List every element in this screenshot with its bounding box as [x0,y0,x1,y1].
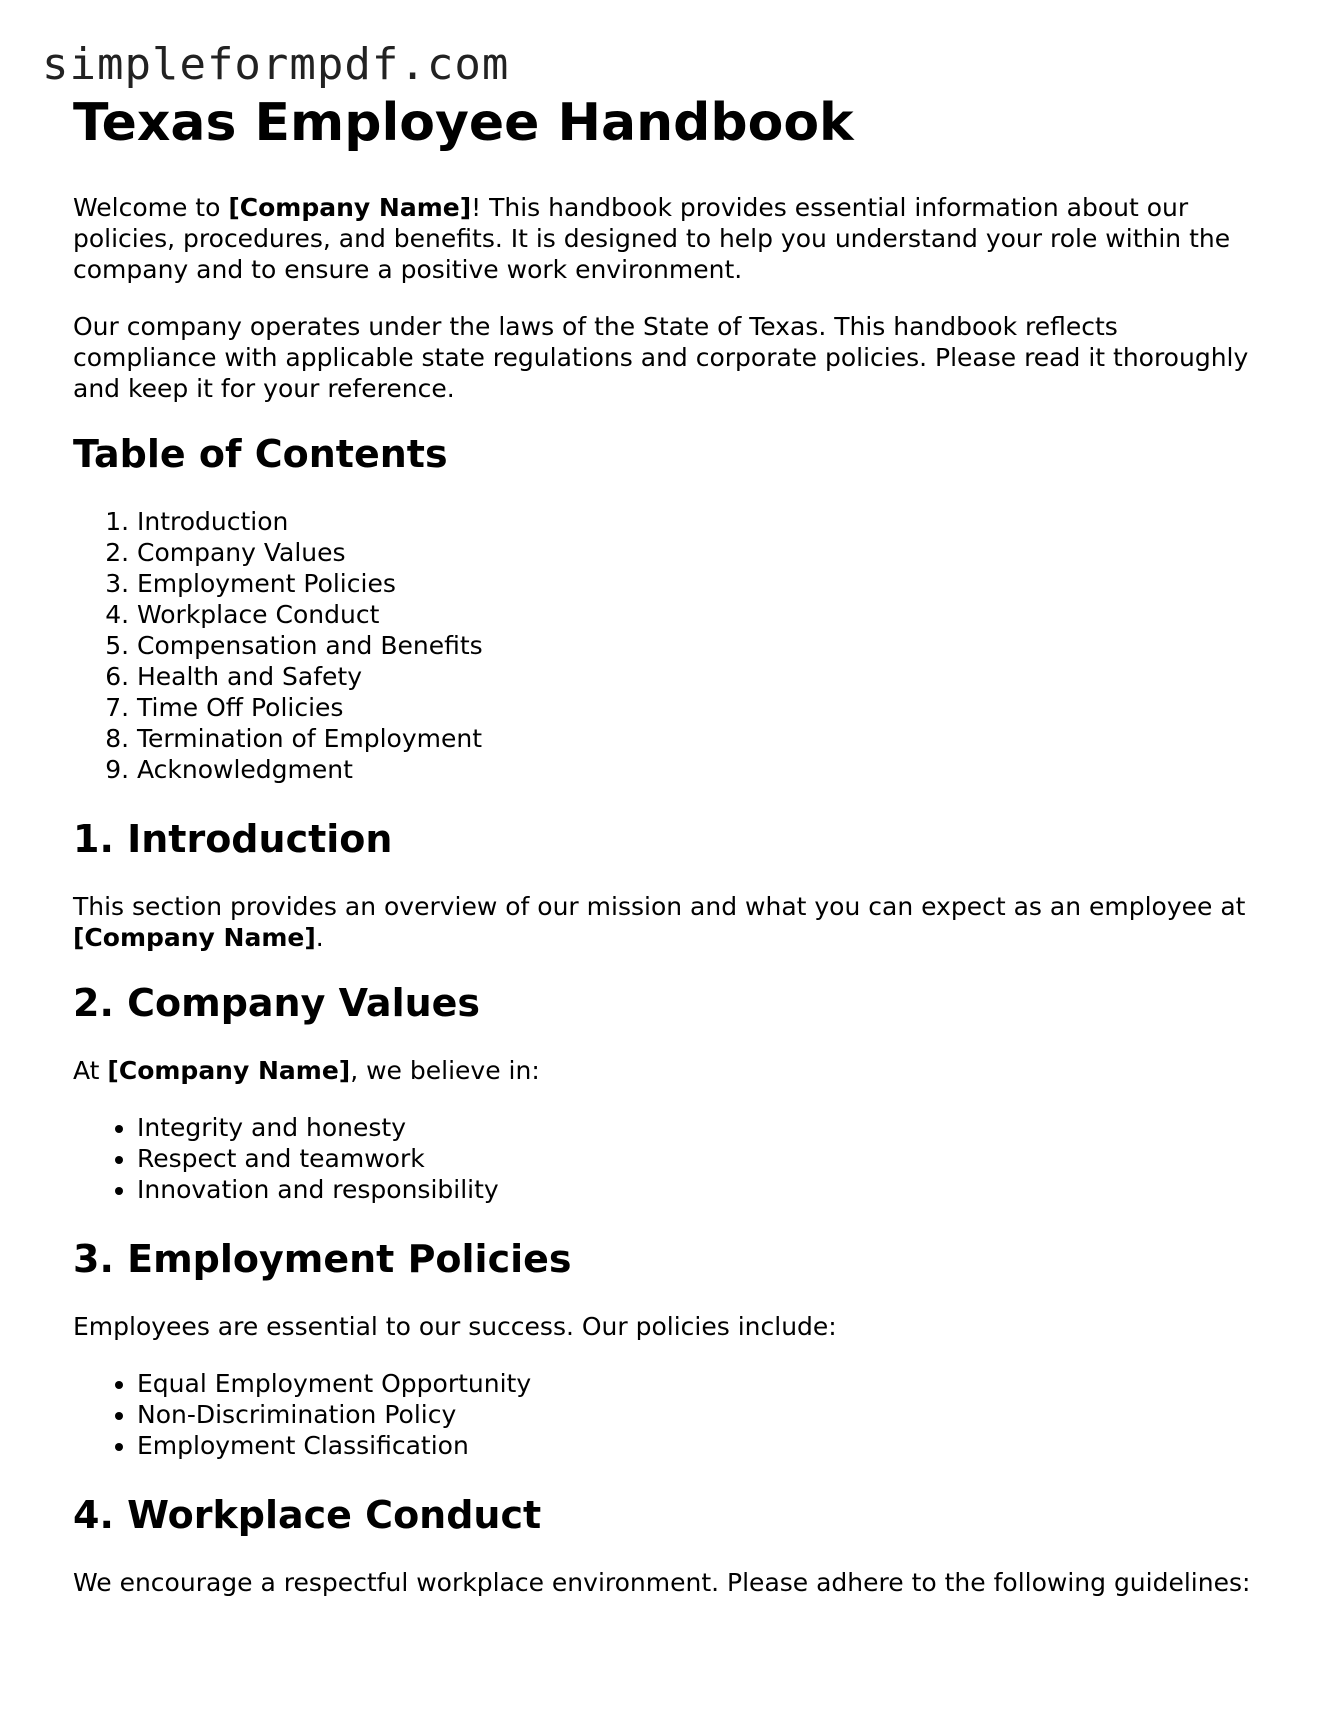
toc-heading: Table of Contents [73,432,448,476]
list-item: • Integrity and honesty [137,1112,1253,1143]
values-text-before: At [73,1056,108,1085]
toc-item: 2. Company Values [137,537,1253,568]
page-title: Texas Employee Handbook [73,93,854,153]
conduct-paragraph: We encourage a respectful workplace environment. Please adhere to the following guidelines: [73,1568,1251,1597]
section-heading-values: 2. Company Values [73,981,481,1025]
list-item: • Respect and teamwork [137,1143,1253,1174]
intro-paragraph-1 [73,192,1253,285]
section-heading-conduct: 4. Workplace Conduct [73,1493,542,1537]
toc-item: 5. Compensation and Benefits [137,630,1253,661]
values-paragraph [73,1055,1253,1086]
introduction-text-after: . [315,923,324,952]
section-heading-introduction: 1. Introduction [73,817,393,861]
list-item: • Innovation and responsibility [137,1174,1253,1205]
intro-text-before: Welcome to [73,193,229,222]
introduction-text-before: This section provides an overview of our mission and what you can expect as an employee at [73,892,1246,921]
toc-item: 3. Employment Policies [137,568,1253,599]
section-heading-policies: 3. Employment Policies [73,1237,572,1281]
company-name-placeholder: [Company Name] [107,1056,351,1085]
values-text-after: , we believe in: [350,1056,540,1085]
policies-list [73,1368,1253,1461]
company-name-placeholder: [Company Name] [228,193,472,222]
toc-item: 9. Acknowledgment [137,754,1253,785]
toc-item: 8. Termination of Employment [137,723,1253,754]
intro-paragraph-2: Our company operates under the laws of the State of Texas. This handbook reflects compliance with applicable state regulations and corporate policies. Please read it thoroughly and keep it for your reference. [73,312,1249,403]
values-list [73,1112,1253,1205]
list-item: • Equal Employment Opportunity [137,1368,1253,1399]
policies-paragraph: Employees are essential to our success. Our policies include: [73,1312,837,1341]
watermark: simpleformpdf.com [42,39,510,90]
list-item: • Non-Discrimination Policy [137,1399,1253,1430]
table-of-contents [73,506,1253,785]
introduction-paragraph [73,891,1253,953]
toc-item: 1. Introduction [137,506,1253,537]
toc-item: 6. Health and Safety [137,661,1253,692]
intro-text-after: ! This handbook provides essential information about our policies, procedures, and benefits. It is designed to help you understand your role within the company and to ensure a positive work environment. [73,193,1231,284]
company-name-placeholder: [Company Name] [73,923,316,952]
document-body [73,90,1253,1624]
toc-item: 7. Time Off Policies [137,692,1253,723]
list-item: • Employment Classification [137,1430,1253,1461]
toc-item: 4. Workplace Conduct [137,599,1253,630]
